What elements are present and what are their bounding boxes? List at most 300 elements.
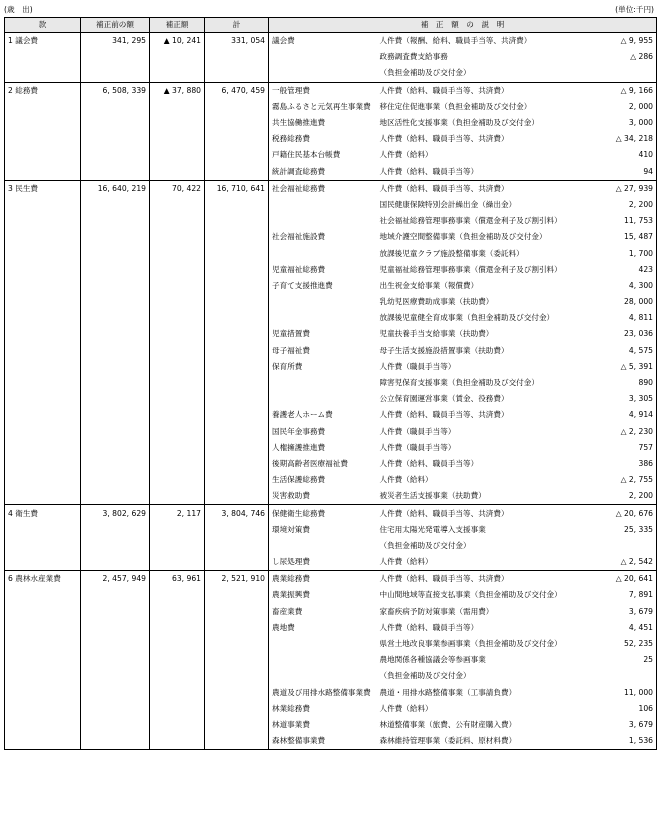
item-name-cell: 養護老人ホーム費	[269, 407, 377, 423]
description-cell: 被災者生活支援事業（扶助費）	[379, 491, 486, 501]
table-row	[5, 440, 657, 456]
item-name-cell	[269, 636, 377, 652]
category-cell	[5, 456, 81, 472]
table-row	[5, 636, 657, 652]
amount-cell: △ 2, 542	[589, 554, 657, 571]
item-name-cell: 農業振興費	[269, 587, 377, 603]
before-amount-cell	[81, 99, 150, 115]
description-cell: 国民健康保険特別会計繰出金（繰出金）	[379, 199, 517, 209]
description-cell: 放課後児童クラブ施設整備事業（委託料）	[379, 248, 524, 258]
correction-amount-cell	[150, 49, 205, 65]
item-name-cell: 戸籍住民基本台帳費	[269, 147, 377, 163]
table-row	[5, 456, 657, 472]
item-name-cell: 保育所費	[269, 359, 377, 375]
total-amount-cell	[205, 115, 269, 131]
correction-amount-cell	[150, 262, 205, 278]
correction-amount-cell	[150, 131, 205, 147]
total-amount-cell	[205, 262, 269, 278]
before-amount-cell	[81, 604, 150, 620]
amount-cell: 4, 300	[589, 278, 657, 294]
correction-amount-cell	[150, 685, 205, 701]
before-amount-cell	[81, 278, 150, 294]
description-cell: 人件費（給料、職員手当等、共済費）	[377, 82, 589, 99]
description-cell: 移住定住促進事業（負担金補助及び交付金）	[379, 101, 532, 111]
total-amount-cell	[205, 294, 269, 310]
description-cell: 乳幼児医療費助成事業（扶助費）	[379, 297, 494, 307]
total-amount-cell	[205, 701, 269, 717]
description-cell: （負担金補助及び交付金）	[379, 68, 471, 78]
correction-amount-cell	[150, 147, 205, 163]
category-cell	[5, 213, 81, 229]
before-amount-cell	[81, 391, 150, 407]
category-cell	[5, 294, 81, 310]
description-cell: 人件費（給料、職員手当等、共済費）	[379, 134, 509, 144]
amount-cell: △ 5, 391	[589, 359, 657, 375]
description-cell: 人件費（職員手当等）	[379, 426, 456, 436]
amount-cell: △ 2, 230	[589, 424, 657, 440]
item-name-cell	[269, 213, 377, 229]
amount-cell: 3, 679	[589, 717, 657, 733]
correction-amount-cell	[150, 375, 205, 391]
category-cell: 2 総務費	[5, 82, 81, 99]
table-row	[5, 49, 657, 65]
correction-amount-cell	[150, 99, 205, 115]
description-cell: 人件費（給料、職員手当等、共済費）	[377, 505, 589, 522]
description-cell: 人件費（給料）	[379, 703, 433, 713]
correction-amount-cell	[150, 229, 205, 245]
category-cell	[5, 147, 81, 163]
before-amount-cell: 3, 802, 629	[81, 505, 150, 522]
table-row	[5, 587, 657, 603]
before-amount-cell	[81, 701, 150, 717]
item-name-cell: 保健衛生総務費	[269, 505, 377, 522]
table-row	[5, 652, 657, 668]
category-cell: 3 民生費	[5, 180, 81, 197]
description-cell: 母子生活支援施設措置事業（扶助費）	[379, 345, 509, 355]
category-cell	[5, 522, 81, 538]
table-row	[5, 488, 657, 505]
total-amount-cell	[205, 538, 269, 554]
table-row	[5, 147, 657, 163]
item-name-cell: 一般管理費	[269, 82, 377, 99]
correction-amount-cell	[150, 620, 205, 636]
before-amount-cell	[81, 440, 150, 456]
total-amount-cell	[205, 668, 269, 684]
before-amount-cell	[81, 164, 150, 181]
total-amount-cell: 16, 710, 641	[205, 180, 269, 197]
correction-amount-cell	[150, 164, 205, 181]
before-amount-cell	[81, 262, 150, 278]
before-amount-cell	[81, 522, 150, 538]
table-row	[5, 33, 657, 50]
description-cell: 児童扶養手当支給事業（扶助費）	[379, 329, 494, 339]
amount-cell: 3, 305	[589, 391, 657, 407]
item-name-cell	[269, 245, 377, 261]
amount-cell: 2, 200	[589, 488, 657, 505]
description-cell: 出生祝金支給事業（報償費）	[379, 280, 479, 290]
amount-cell: 2, 000	[589, 99, 657, 115]
before-amount-cell	[81, 229, 150, 245]
item-name-cell: 社会福祉総務費	[269, 180, 377, 197]
table-row	[5, 164, 657, 181]
before-amount-cell	[81, 147, 150, 163]
amount-cell: 94	[589, 164, 657, 181]
header-correction: 補正額	[150, 18, 205, 33]
total-amount-cell	[205, 717, 269, 733]
total-amount-cell: 2, 521, 910	[205, 571, 269, 588]
table-row	[5, 375, 657, 391]
table-row	[5, 604, 657, 620]
category-cell	[5, 701, 81, 717]
before-amount-cell	[81, 652, 150, 668]
description-cell: 人件費（給料、職員手当等）	[379, 458, 479, 468]
correction-amount-cell	[150, 310, 205, 326]
category-cell	[5, 668, 81, 684]
table-row	[5, 131, 657, 147]
amount-cell: 28, 000	[589, 294, 657, 310]
correction-amount-cell	[150, 197, 205, 213]
item-name-cell: 森林整備事業費	[269, 733, 377, 750]
description-cell: 人件費（給料、職員手当等、共済費）	[377, 571, 589, 588]
item-name-cell: 共生協働推進費	[269, 115, 377, 131]
category-cell	[5, 197, 81, 213]
item-name-cell	[269, 538, 377, 554]
category-cell	[5, 424, 81, 440]
description-cell: 森林維持管理事業（委託料、原材料費）	[377, 733, 589, 750]
table-row	[5, 522, 657, 538]
amount-cell: 4, 811	[589, 310, 657, 326]
correction-amount-cell	[150, 522, 205, 538]
item-name-cell	[269, 294, 377, 310]
amount-cell	[589, 65, 657, 82]
total-amount-cell	[205, 554, 269, 571]
table-row	[5, 82, 657, 99]
total-amount-cell	[205, 49, 269, 65]
category-cell	[5, 131, 81, 147]
description-cell: 農道・用排水路整備事業（工事請負費）	[379, 687, 517, 697]
item-name-cell: 畜産業費	[269, 604, 377, 620]
item-name-cell: 農地費	[269, 620, 377, 636]
total-amount-cell	[205, 604, 269, 620]
amount-cell: 4, 914	[589, 407, 657, 423]
total-amount-cell	[205, 65, 269, 82]
total-amount-cell	[205, 733, 269, 750]
total-amount-cell: 6, 470, 459	[205, 82, 269, 99]
before-amount-cell	[81, 424, 150, 440]
correction-amount-cell	[150, 391, 205, 407]
table-row	[5, 554, 657, 571]
description-cell: 農地関係各種協議会等参画事業	[379, 655, 486, 665]
total-amount-cell	[205, 407, 269, 423]
correction-amount-cell: 70, 422	[150, 180, 205, 197]
description-cell: 地区活性化支援事業（負担金補助及び交付金）	[379, 118, 539, 128]
header-total: 計	[205, 18, 269, 33]
total-amount-cell	[205, 620, 269, 636]
correction-amount-cell	[150, 278, 205, 294]
item-name-cell: 児童措置費	[269, 326, 377, 342]
item-name-cell: 統計調査総務費	[269, 164, 377, 181]
page-header	[4, 4, 654, 16]
before-amount-cell	[81, 538, 150, 554]
item-name-cell	[269, 391, 377, 407]
amount-cell: 3, 000	[589, 115, 657, 131]
category-cell	[5, 440, 81, 456]
correction-amount-cell	[150, 604, 205, 620]
correction-amount-cell	[150, 538, 205, 554]
category-cell: 6 農林水産業費	[5, 571, 81, 588]
amount-cell	[589, 538, 657, 554]
table-row	[5, 620, 657, 636]
description-cell: （負担金補助及び交付金）	[379, 540, 471, 550]
correction-amount-cell	[150, 668, 205, 684]
header-category: 款	[5, 18, 81, 33]
description-cell: 人件費（給料）	[379, 557, 433, 567]
header-explanation: 補 正 額 の 説 明	[269, 18, 657, 33]
total-amount-cell	[205, 472, 269, 488]
amount-cell: 410	[589, 147, 657, 163]
amount-cell: 890	[589, 375, 657, 391]
amount-cell: 106	[589, 701, 657, 717]
category-cell: 1 議会費	[5, 33, 81, 50]
table-row	[5, 343, 657, 359]
category-cell	[5, 587, 81, 603]
description-cell: 公立保育園運営事業（賃金、役務費）	[379, 394, 509, 404]
table-row	[5, 229, 657, 245]
item-name-cell: 税務総務費	[269, 131, 377, 147]
category-cell: 4 衛生費	[5, 505, 81, 522]
before-amount-cell: 341, 295	[81, 33, 150, 50]
correction-amount-cell	[150, 733, 205, 750]
category-cell	[5, 685, 81, 701]
amount-cell: △ 34, 218	[589, 131, 657, 147]
before-amount-cell	[81, 359, 150, 375]
before-amount-cell	[81, 326, 150, 342]
amount-cell: 4, 575	[589, 343, 657, 359]
category-cell	[5, 620, 81, 636]
item-name-cell: 農道及び用排水路整備事業費	[269, 685, 377, 701]
amount-cell: 386	[589, 456, 657, 472]
item-name-cell: 農業総務費	[269, 571, 377, 588]
description-cell: 人件費（給料、職員手当等）	[379, 166, 479, 176]
total-amount-cell	[205, 587, 269, 603]
item-name-cell: 児童福祉総務費	[269, 262, 377, 278]
item-name-cell: 母子福祉費	[269, 343, 377, 359]
section-label: (歳 出)	[4, 5, 33, 14]
table-row	[5, 668, 657, 684]
table-row	[5, 359, 657, 375]
category-cell	[5, 262, 81, 278]
total-amount-cell	[205, 424, 269, 440]
amount-cell: 757	[589, 440, 657, 456]
total-amount-cell: 331, 054	[205, 33, 269, 50]
total-amount-cell	[205, 310, 269, 326]
before-amount-cell	[81, 587, 150, 603]
category-cell	[5, 229, 81, 245]
before-amount-cell	[81, 213, 150, 229]
table-row	[5, 213, 657, 229]
table-row	[5, 391, 657, 407]
item-name-cell	[269, 375, 377, 391]
table-row	[5, 197, 657, 213]
correction-amount-cell	[150, 456, 205, 472]
correction-amount-cell	[150, 326, 205, 342]
before-amount-cell	[81, 636, 150, 652]
table-row	[5, 472, 657, 488]
correction-amount-cell	[150, 115, 205, 131]
total-amount-cell	[205, 99, 269, 115]
table-row	[5, 407, 657, 423]
total-amount-cell	[205, 245, 269, 261]
amount-cell: △ 20, 641	[589, 571, 657, 588]
correction-amount-cell	[150, 701, 205, 717]
category-cell	[5, 65, 81, 82]
description-cell: 中山間地域等直接支払事業（負担金補助及び交付金）	[379, 590, 562, 600]
item-name-cell	[269, 652, 377, 668]
total-amount-cell	[205, 359, 269, 375]
before-amount-cell	[81, 668, 150, 684]
table-row	[5, 310, 657, 326]
correction-amount-cell	[150, 65, 205, 82]
total-amount-cell	[205, 488, 269, 505]
correction-amount-cell	[150, 213, 205, 229]
total-amount-cell	[205, 652, 269, 668]
before-amount-cell: 16, 640, 219	[81, 180, 150, 197]
correction-amount-cell	[150, 652, 205, 668]
correction-amount-cell	[150, 245, 205, 261]
total-amount-cell	[205, 456, 269, 472]
amount-cell: △ 20, 676	[589, 505, 657, 522]
before-amount-cell	[81, 375, 150, 391]
category-cell	[5, 407, 81, 423]
description-cell: 障害児保育支援事業（負担金補助及び交付金）	[379, 378, 539, 388]
amount-cell: △ 27, 939	[589, 180, 657, 197]
category-cell	[5, 538, 81, 554]
amount-cell: 25, 335	[589, 522, 657, 538]
correction-amount-cell	[150, 636, 205, 652]
correction-amount-cell	[150, 407, 205, 423]
correction-amount-cell	[150, 343, 205, 359]
amount-cell: 11, 753	[589, 213, 657, 229]
item-name-cell: 霧島ふるさと元気再生事業費	[269, 99, 377, 115]
amount-cell: 23, 036	[589, 326, 657, 342]
description-cell: 児童福祉総務管理事務事業（償還金利子及び割引料）	[379, 264, 562, 274]
total-amount-cell	[205, 229, 269, 245]
table-row	[5, 65, 657, 82]
table-row	[5, 180, 657, 197]
description-cell: 家畜疾病予防対策事業（需用費）	[379, 606, 494, 616]
before-amount-cell	[81, 115, 150, 131]
item-name-cell: 社会福祉施設費	[269, 229, 377, 245]
before-amount-cell	[81, 294, 150, 310]
description-cell: （負担金補助及び交付金）	[379, 671, 471, 681]
amount-cell: 1, 700	[589, 245, 657, 261]
before-amount-cell	[81, 620, 150, 636]
item-name-cell	[269, 197, 377, 213]
before-amount-cell	[81, 407, 150, 423]
table-row	[5, 115, 657, 131]
correction-amount-cell: ▲ 37, 880	[150, 82, 205, 99]
category-cell	[5, 375, 81, 391]
item-name-cell: 環境対策費	[269, 522, 377, 538]
table-row	[5, 717, 657, 733]
description-cell: 放課後児童健全育成事業（負担金補助及び交付金）	[379, 313, 555, 323]
category-cell	[5, 554, 81, 571]
correction-amount-cell: ▲ 10, 241	[150, 33, 205, 50]
amount-cell: 4, 451	[589, 620, 657, 636]
category-cell	[5, 99, 81, 115]
total-amount-cell	[205, 131, 269, 147]
correction-amount-cell	[150, 488, 205, 505]
category-cell	[5, 733, 81, 750]
amount-cell: 7, 891	[589, 587, 657, 603]
before-amount-cell	[81, 685, 150, 701]
amount-cell: 11, 000	[589, 685, 657, 701]
amount-cell: 2, 200	[589, 197, 657, 213]
total-amount-cell	[205, 375, 269, 391]
table-row	[5, 701, 657, 717]
total-amount-cell	[205, 391, 269, 407]
category-cell	[5, 164, 81, 181]
total-amount-cell	[205, 278, 269, 294]
total-amount-cell	[205, 164, 269, 181]
description-cell: 県営土地改良事業参画事業（負担金補助及び交付金）	[379, 639, 562, 649]
category-cell	[5, 115, 81, 131]
before-amount-cell	[81, 65, 150, 82]
before-amount-cell	[81, 717, 150, 733]
total-amount-cell	[205, 343, 269, 359]
amount-cell: 3, 679	[589, 604, 657, 620]
table-row	[5, 294, 657, 310]
category-cell	[5, 245, 81, 261]
item-name-cell: 人権擁護推進費	[269, 440, 377, 456]
before-amount-cell	[81, 554, 150, 571]
before-amount-cell	[81, 310, 150, 326]
correction-amount-cell	[150, 424, 205, 440]
table-row	[5, 245, 657, 261]
before-amount-cell	[81, 131, 150, 147]
correction-amount-cell	[150, 440, 205, 456]
amount-cell: △ 9, 166	[589, 82, 657, 99]
header-before: 補正前の額	[81, 18, 150, 33]
amount-cell: △ 2, 755	[589, 472, 657, 488]
description-cell: 人件費（給料、職員手当等、共済費）	[379, 410, 509, 420]
before-amount-cell	[81, 197, 150, 213]
item-name-cell: 生活保護総務費	[269, 472, 377, 488]
description-cell: 人件費（報酬、給料、職員手当等、共済費）	[377, 33, 589, 50]
before-amount-cell	[81, 733, 150, 750]
item-name-cell: 災害救助費	[269, 488, 377, 505]
table-row	[5, 571, 657, 588]
category-cell	[5, 391, 81, 407]
item-name-cell: 議会費	[269, 33, 377, 50]
item-name-cell	[269, 65, 377, 82]
item-name-cell: 子育て支援推進費	[269, 278, 377, 294]
category-cell	[5, 604, 81, 620]
category-cell	[5, 343, 81, 359]
table-row	[5, 733, 657, 750]
category-cell	[5, 636, 81, 652]
total-amount-cell	[205, 636, 269, 652]
correction-amount-cell: 2, 117	[150, 505, 205, 522]
category-cell	[5, 359, 81, 375]
unit-label: (単位:千円)	[615, 5, 654, 14]
before-amount-cell: 6, 508, 339	[81, 82, 150, 99]
table-header-row	[5, 18, 657, 33]
item-name-cell: 後期高齢者医療福祉費	[269, 456, 377, 472]
item-name-cell	[269, 668, 377, 684]
amount-cell: △ 9, 955	[589, 33, 657, 50]
correction-amount-cell: 63, 961	[150, 571, 205, 588]
